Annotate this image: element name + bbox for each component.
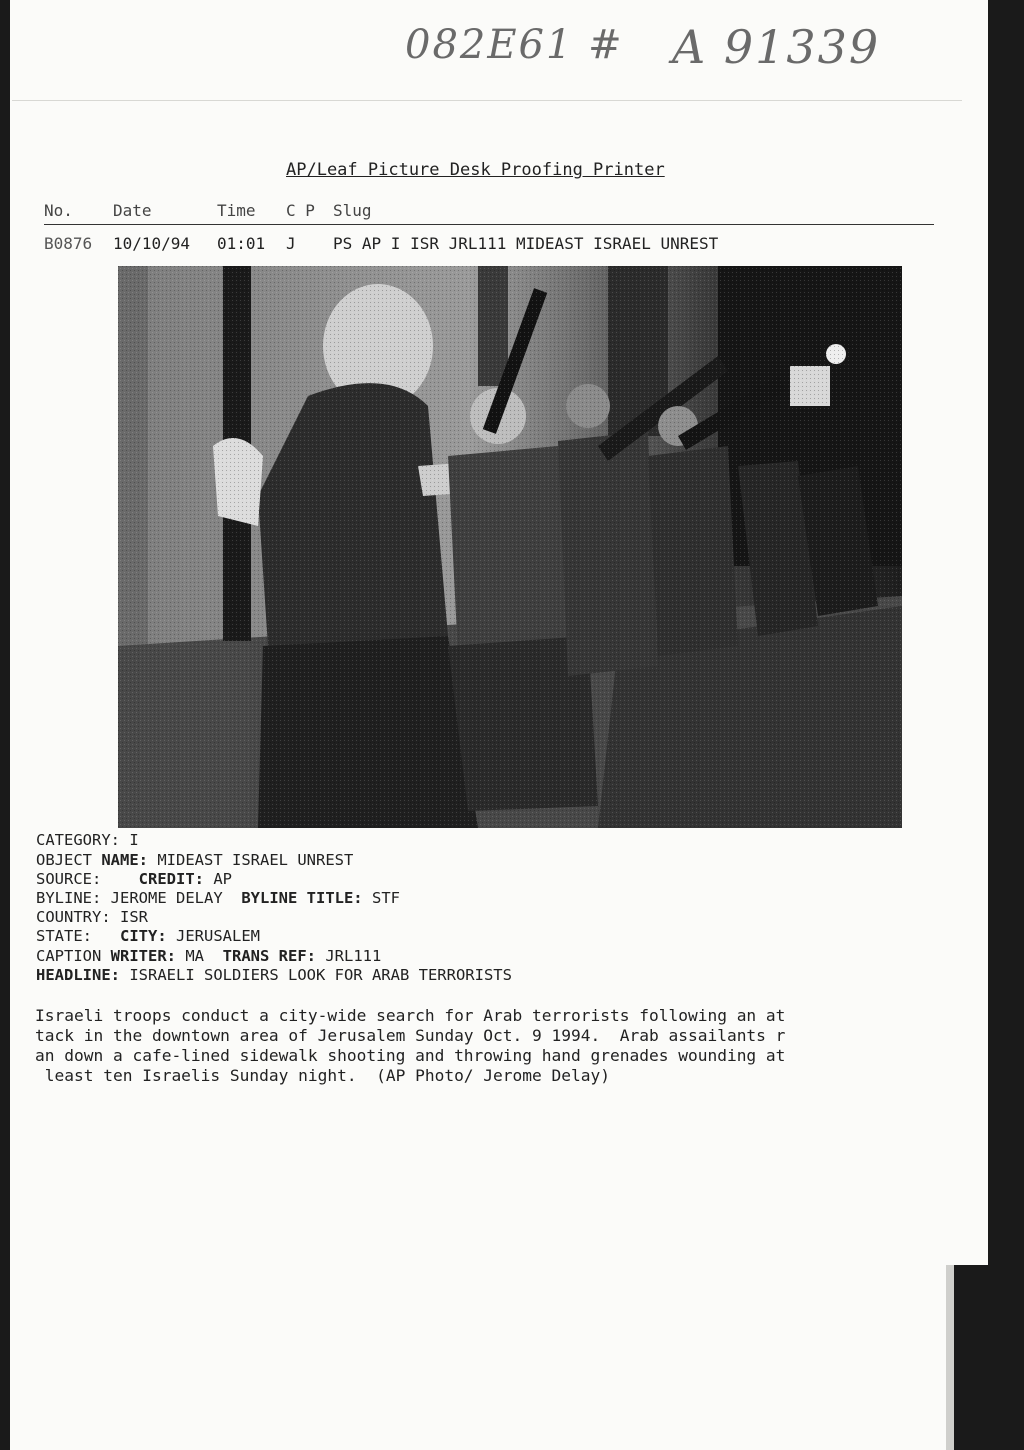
object-name-value: MIDEAST ISRAEL UNREST (157, 851, 354, 869)
caption-writer-label-prefix: CAPTION (36, 947, 111, 965)
headline-label: HEADLINE: (36, 966, 120, 984)
record-cp: J (286, 234, 296, 253)
source-label: SOURCE: (36, 870, 102, 888)
meta-caption-writer (36, 947, 381, 965)
column-header-time: Time (217, 201, 256, 220)
object-name-label-prefix: OBJECT (36, 851, 102, 869)
category-label: CATEGORY: (36, 831, 120, 849)
column-header-no: No. (44, 201, 73, 220)
byline-title-label: BYLINE TITLE: (241, 889, 363, 907)
caption-line: an down a cafe-lined sidewalk shooting and throwing hand grenades wounding at (35, 1046, 786, 1065)
caption-line: Israeli troops conduct a city-wide search for Arab terrorists following an at (35, 1006, 786, 1025)
meta-source-credit (36, 870, 232, 888)
caption-line: tack in the downtown area of Jerusalem Sunday Oct. 9 1994. Arab assailants r (35, 1026, 786, 1045)
handwritten-archive-number: 082E61 # (405, 22, 624, 68)
meta-state-city (36, 927, 260, 945)
credit-label: CREDIT: (138, 870, 204, 888)
city-value: JERUSALEM (176, 927, 261, 945)
caption-writer-label: WRITER: (110, 947, 176, 965)
meta-object-name (36, 851, 353, 869)
byline-value: JEROME DELAY (110, 889, 223, 907)
news-photo-illustration (118, 266, 902, 828)
record-date: 10/10/94 (113, 234, 191, 253)
caption-line: least ten Israelis Sunday night. (AP Photo/ Jerome Delay) (35, 1066, 610, 1085)
record-slug: PS AP I ISR JRL111 MIDEAST ISRAEL UNREST (333, 234, 719, 253)
headline-value: ISRAELI SOLDIERS LOOK FOR ARAB TERRORISTS (129, 966, 512, 984)
trans-ref-value: JRL111 (325, 947, 382, 965)
column-header-date: Date (113, 201, 152, 220)
city-label: CITY: (120, 927, 167, 945)
caption-writer-value: MA (185, 947, 204, 965)
country-label: COUNTRY: (36, 908, 111, 926)
column-header-cp: C P (286, 201, 315, 220)
meta-category (36, 831, 139, 849)
meta-byline (36, 889, 400, 907)
byline-label: BYLINE: (36, 889, 102, 907)
handwritten-reference: A 91339 (672, 20, 881, 74)
byline-title-value: STF (372, 889, 400, 907)
category-value: I (129, 831, 139, 849)
page-title: AP/Leaf Picture Desk Proofing Printer (286, 160, 665, 180)
paper-edge (952, 0, 988, 1265)
trans-ref-label: TRANS REF: (222, 947, 316, 965)
object-name-label: NAME: (101, 851, 148, 869)
meta-headline (36, 966, 512, 984)
record-time: 01:01 (217, 234, 266, 253)
paper-edge-shadow (946, 1265, 954, 1450)
meta-country (36, 908, 148, 926)
record-number: B0876 (44, 234, 93, 253)
column-header-slug: Slug (333, 201, 372, 220)
header-rule (44, 224, 934, 225)
credit-value: AP (213, 870, 232, 888)
fold-line (12, 100, 962, 101)
news-photo (118, 266, 902, 828)
state-label: STATE: (36, 927, 92, 945)
country-value: ISR (120, 908, 148, 926)
